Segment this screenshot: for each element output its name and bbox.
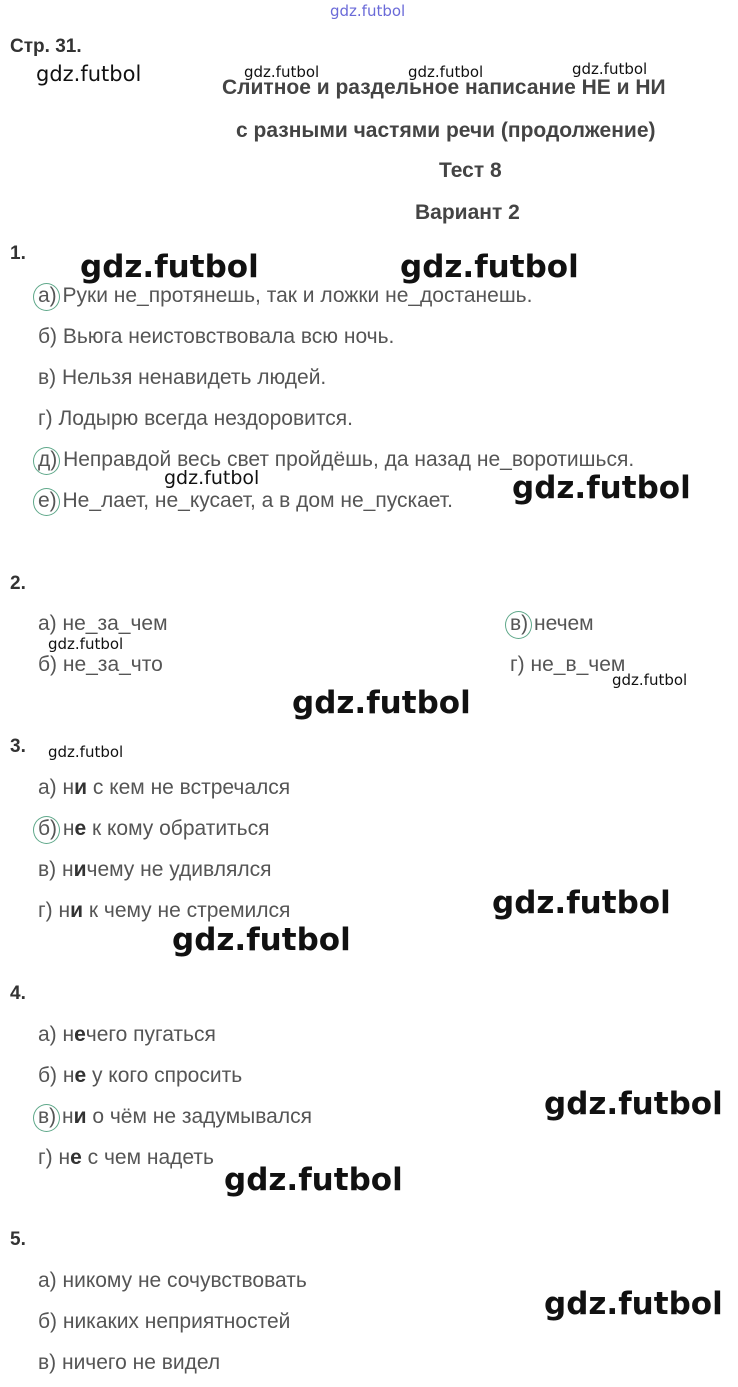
question-3-option-c: в) ничему не удивлялся: [38, 858, 272, 881]
question-2-option-a: а) не_за_чем: [38, 612, 168, 635]
watermark-top: gdz.futbol: [330, 2, 406, 20]
question-2-option-b: б) не_за_что: [38, 653, 163, 676]
question-2-option-c: в) нечем: [510, 612, 594, 635]
question-3-option-d: г) ни к чему не стремился: [38, 899, 291, 922]
watermark: gdz.futbol: [512, 470, 691, 506]
question-2-number: 2.: [10, 573, 26, 594]
watermark: gdz.futbol: [244, 63, 320, 81]
question-2-option-d: г) не_в_чем: [510, 653, 626, 676]
watermark: gdz.futbol: [612, 671, 688, 689]
watermark: gdz.futbol: [48, 635, 124, 653]
watermark: gdz.futbol: [292, 685, 471, 721]
watermark: gdz.futbol: [408, 63, 484, 81]
watermark: gdz.futbol: [48, 743, 124, 761]
watermark: gdz.futbol: [492, 885, 671, 921]
watermark: gdz.futbol: [36, 62, 142, 86]
watermark: gdz.futbol: [80, 249, 259, 285]
question-3-number: 3.: [10, 736, 26, 757]
question-4-number: 4.: [10, 983, 26, 1004]
watermark: gdz.futbol: [544, 1286, 723, 1322]
watermark: gdz.futbol: [572, 60, 648, 78]
question-1-option-f: е) Не_лает, не_кусает, а в дом не_пускает.: [38, 489, 453, 512]
page-title: Слитное и раздельное написание НЕ и НИ: [222, 76, 666, 99]
question-1-option-a: а) Руки не_протянешь, так и ложки не_достанешь.: [38, 284, 533, 307]
question-3-option-b: б) не к кому обратиться: [38, 817, 270, 840]
question-3-option-a: а) ни с кем не встречался: [38, 776, 291, 799]
question-1-option-d: г) Лодырю всегда нездоровится.: [38, 407, 353, 430]
question-4-option-d: г) не с чем надеть: [38, 1146, 214, 1169]
page-subtitle: с разными частями речи (продолжение): [236, 119, 656, 142]
question-1-option-e: д) Неправдой весь свет пройдёшь, да назад не_воротишься.: [38, 448, 635, 471]
question-1-option-b: б) Вьюга неистовствовала всю ночь.: [38, 325, 395, 348]
question-1-option-c: в) Нельзя ненавидеть людей.: [38, 366, 327, 389]
question-4-option-a: а) нечего пугаться: [38, 1023, 216, 1046]
question-4-option-c: в) ни о чём не задумывался: [38, 1105, 312, 1128]
watermark: gdz.futbol: [172, 922, 351, 958]
variant-title: Вариант 2: [415, 201, 520, 224]
watermark: gdz.futbol: [544, 1086, 723, 1122]
question-5-option-c: в) ничего не видел: [38, 1351, 221, 1374]
watermark: gdz.futbol: [400, 249, 579, 285]
question-5-option-b: б) никаких неприятностей: [38, 1310, 291, 1333]
watermark: gdz.futbol: [164, 467, 260, 489]
page-number: Стр. 31.: [10, 36, 82, 57]
question-5-number: 5.: [10, 1229, 26, 1250]
question-5-option-a: а) никому не сочувствовать: [38, 1269, 307, 1292]
question-4-option-b: б) не у кого спросить: [38, 1064, 243, 1087]
watermark: gdz.futbol: [224, 1162, 403, 1198]
question-1-number: 1.: [10, 243, 26, 264]
test-title: Тест 8: [439, 159, 502, 182]
